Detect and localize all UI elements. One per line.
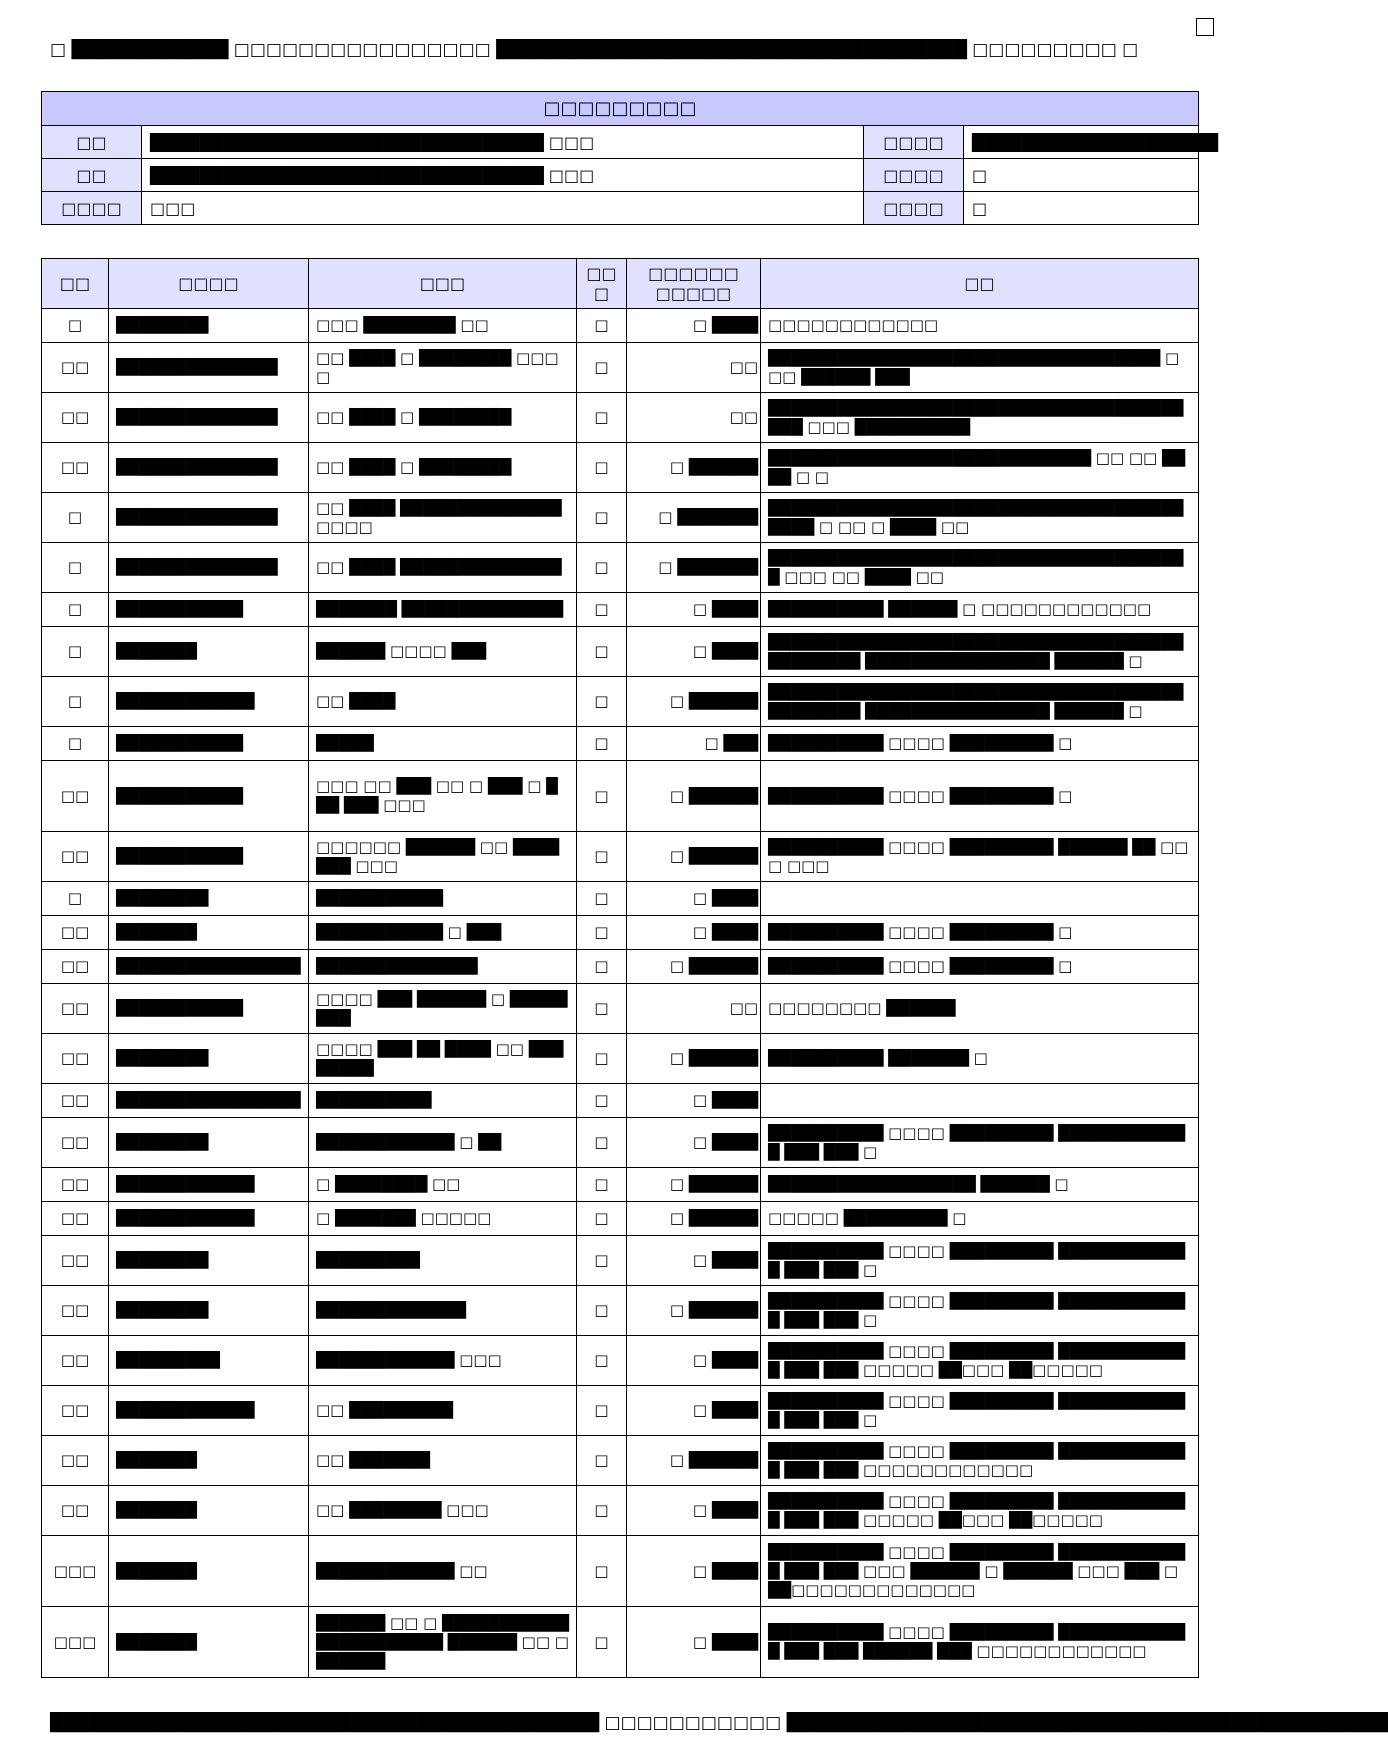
cell-desc: ██████████████████ ██████ □	[761, 1168, 1199, 1202]
cell-field: ████████████	[109, 1202, 309, 1236]
cell-no: □□	[42, 1486, 109, 1536]
cell-del: □	[577, 1386, 627, 1436]
cell-type: □□ ████	[309, 677, 577, 727]
table-row	[42, 343, 1199, 393]
table-row	[42, 727, 1199, 761]
cell-no: □	[42, 543, 109, 593]
cell-del: □	[577, 593, 627, 627]
cell-del: □	[577, 543, 627, 593]
cell-desc: ███████████████████████████████████████ □□□ ██████████	[761, 393, 1199, 443]
cell-field: ███████████	[109, 593, 309, 627]
cell-del: □	[577, 1607, 627, 1678]
cell-type: █████	[309, 727, 577, 761]
cell-no: □□	[42, 950, 109, 984]
table-row	[42, 1202, 1199, 1236]
column-header: □□	[42, 259, 109, 309]
table-row	[42, 984, 1199, 1034]
header-label: □□□□	[42, 192, 142, 225]
cell-no: □□	[42, 393, 109, 443]
cell-desc: ██████████ □□□□ █████████ ██████ ██ □□□ □□□	[761, 832, 1199, 882]
table-row	[42, 761, 1199, 832]
cell-field: ███████████	[109, 832, 309, 882]
page-heading: □ ████████████ □□□□□□□□□□□□□□□□ ████████████████████████████████████ □□□□□□□□□ □	[50, 40, 1139, 60]
header-value: □	[964, 159, 1199, 192]
cell-no: □□	[42, 443, 109, 493]
cell-no: □	[42, 493, 109, 543]
cell-desc: ██████████ □□□□ █████████ ████████████ ███ ███ □	[761, 1386, 1199, 1436]
cell-del: □	[577, 1336, 627, 1386]
cell-no: □□	[42, 916, 109, 950]
cell-len: □ ████	[627, 1386, 761, 1436]
cell-type: □□□ □□ ███ □□ □ ███ □ ███ ███ □□□	[309, 761, 577, 832]
cell-no: □□	[42, 343, 109, 393]
cell-field: ███████	[109, 1607, 309, 1678]
cell-len: □ ██████	[627, 950, 761, 984]
cell-type: □□ █████████	[309, 1386, 577, 1436]
cell-field: ██████████████	[109, 393, 309, 443]
cell-desc: ████████████████████████████████████████ □ □□ □ ████ □□	[761, 493, 1199, 543]
cell-no: □□	[42, 1236, 109, 1286]
cell-desc: ██████████ □□□□ █████████ ████████████ ███ ███ □□□ ██████ □ ██████ □□□ ███ □ ██□□□□□□□□□□□□□	[761, 1536, 1199, 1607]
cell-no: □	[42, 727, 109, 761]
cell-type: □□□□□□ ██████ □□ ███████ □□□	[309, 832, 577, 882]
table-row	[42, 1286, 1199, 1336]
cell-type: ██████████	[309, 1084, 577, 1118]
table-row	[42, 1236, 1199, 1286]
table-row	[42, 832, 1199, 882]
table-row	[42, 950, 1199, 984]
cell-desc: □□□□□□□□□□□□	[761, 309, 1199, 343]
cell-type: □□□□ ███ ██████ □ ████████	[309, 984, 577, 1034]
table-row	[42, 1084, 1199, 1118]
cell-no: □	[42, 627, 109, 677]
cell-type: ██████████████	[309, 950, 577, 984]
cell-field: ██████████████	[109, 443, 309, 493]
cell-field: ████████	[109, 882, 309, 916]
cell-type: □ ████████ □□	[309, 1168, 577, 1202]
cell-len: □ ████	[627, 309, 761, 343]
table-row	[42, 1168, 1199, 1202]
cell-len: □ ████	[627, 916, 761, 950]
cell-no: □□	[42, 1286, 109, 1336]
cell-del: □	[577, 761, 627, 832]
cell-len: □ ████	[627, 882, 761, 916]
cell-field: ██████████████	[109, 493, 309, 543]
cell-type: □□□ ████████ □□	[309, 309, 577, 343]
cell-del: □	[577, 1168, 627, 1202]
cell-desc: ██████████ □□□□ █████████ □	[761, 761, 1199, 832]
header-row	[42, 126, 1199, 159]
cell-desc: ██████████ □□□□ █████████ □	[761, 916, 1199, 950]
table-row	[42, 1118, 1199, 1168]
cell-len: □ ██████	[627, 832, 761, 882]
cell-type: □□ ███████	[309, 1436, 577, 1486]
cell-del: □	[577, 343, 627, 393]
cell-len: □ ██████	[627, 1286, 761, 1336]
cell-desc	[761, 1084, 1199, 1118]
cell-desc: ██████████ □□□□ █████████ ████████████ ███ ███ □	[761, 1118, 1199, 1168]
cell-len: □ ████	[627, 1236, 761, 1286]
cell-no: □□	[42, 1436, 109, 1486]
cell-type: □□□□ ███ ██ ████ □□ ████████	[309, 1034, 577, 1084]
cell-desc: □□□□□□□□ ██████	[761, 984, 1199, 1034]
cell-len: □ ████	[627, 1084, 761, 1118]
cell-desc	[761, 882, 1199, 916]
cell-type: □□ ████ □ ████████	[309, 443, 577, 493]
cell-field: ████████████████	[109, 1084, 309, 1118]
cell-len: □ ██████	[627, 677, 761, 727]
header-label: □□□□	[864, 159, 964, 192]
cell-type: □ ███████ □□□□□	[309, 1202, 577, 1236]
table-row	[42, 1034, 1199, 1084]
cell-desc: ██████████████████████████████████ □□□ ██████ ███	[761, 343, 1199, 393]
cell-no: □□□	[42, 1536, 109, 1607]
cell-del: □	[577, 1236, 627, 1286]
cell-field: ████████	[109, 1236, 309, 1286]
page-corner-mark	[1196, 18, 1214, 36]
cell-del: □	[577, 627, 627, 677]
cell-no: □	[42, 309, 109, 343]
cell-del: □	[577, 727, 627, 761]
header-value: ████████████████████	[964, 126, 1199, 159]
header-info-table	[41, 91, 1219, 225]
table-row	[42, 393, 1199, 443]
cell-del: □	[577, 882, 627, 916]
cell-desc: ██████████ ███████ □	[761, 1034, 1199, 1084]
cell-field: ████████	[109, 1034, 309, 1084]
cell-type: ████████████ □□□	[309, 1336, 577, 1386]
cell-no: □□	[42, 984, 109, 1034]
cell-type: ████████████ □ ██	[309, 1118, 577, 1168]
field-definition-table	[41, 258, 1199, 1678]
cell-del: □	[577, 984, 627, 1034]
cell-type: □□ ████ ██████████████ □□□□	[309, 493, 577, 543]
cell-desc: ████████████████████████████ □□ □□ ████ □ □	[761, 443, 1199, 493]
header-label: □□□□	[864, 126, 964, 159]
cell-type: ███████ ██████████████	[309, 593, 577, 627]
cell-field: ████████████	[109, 1386, 309, 1436]
table-row	[42, 1536, 1199, 1607]
header-row	[42, 192, 1199, 225]
cell-field: ███████	[109, 627, 309, 677]
cell-field: ████████████	[109, 1168, 309, 1202]
cell-desc: ██████████ ██████ □ □□□□□□□□□□□□	[761, 593, 1199, 627]
table-row	[42, 627, 1199, 677]
cell-del: □	[577, 916, 627, 950]
table-row	[42, 309, 1199, 343]
header-label: □□	[42, 159, 142, 192]
table-row	[42, 916, 1199, 950]
cell-desc: ██████████ □□□□ █████████ ████████████ ███ ███ □	[761, 1286, 1199, 1336]
cell-no: □□□	[42, 1607, 109, 1678]
cell-no: □□	[42, 1386, 109, 1436]
cell-len: □ ██████	[627, 443, 761, 493]
header-label: □□□□	[864, 192, 964, 225]
table-row	[42, 1386, 1199, 1436]
cell-len: □ ██████	[627, 761, 761, 832]
cell-type: □□ ████ □ ████████	[309, 393, 577, 443]
table-row	[42, 1436, 1199, 1486]
cell-del: □	[577, 443, 627, 493]
cell-len: □ ██████	[627, 1034, 761, 1084]
cell-del: □	[577, 950, 627, 984]
table-row	[42, 1486, 1199, 1536]
cell-field: ████████████████	[109, 950, 309, 984]
cell-no: □□	[42, 1168, 109, 1202]
cell-type: □□ ████ □ ████████ □□□□	[309, 343, 577, 393]
column-header: □□□□	[109, 259, 309, 309]
cell-type: ███████████ □ ███	[309, 916, 577, 950]
column-header: □□□□□□ □□□□□	[627, 259, 761, 309]
cell-no: □	[42, 677, 109, 727]
cell-type: ██████ □□ □ ██████████████████████ ██████ □□ □ ██████	[309, 1607, 577, 1678]
cell-field: █████████	[109, 1336, 309, 1386]
cell-type: ███████████	[309, 882, 577, 916]
cell-type: □□ ████ ██████████████	[309, 543, 577, 593]
cell-field: ███████	[109, 916, 309, 950]
header-value: ████████████████████████████████ □□□	[142, 126, 864, 159]
column-header: □□□	[309, 259, 577, 309]
cell-field: ██████████████	[109, 343, 309, 393]
cell-no: □□	[42, 1336, 109, 1386]
header-label: □□	[42, 126, 142, 159]
table-row	[42, 1336, 1199, 1386]
header-row	[42, 159, 1199, 192]
table-row	[42, 677, 1199, 727]
table-row	[42, 593, 1199, 627]
cell-type: █████████████	[309, 1286, 577, 1336]
column-header: □□ □	[577, 259, 627, 309]
cell-len: □ ███	[627, 727, 761, 761]
cell-del: □	[577, 493, 627, 543]
header-value: ████████████████████████████████ □□□	[142, 159, 864, 192]
table-row	[42, 543, 1199, 593]
cell-len: □ ████	[627, 627, 761, 677]
cell-len: □ ███████	[627, 543, 761, 593]
cell-len: □□	[627, 984, 761, 1034]
cell-type: □□ ████████ □□□	[309, 1486, 577, 1536]
table-row	[42, 493, 1199, 543]
cell-desc: ██████████ □□□□ █████████ ████████████ ███ ███ ██████ ███ □□□□□□□□□□□□	[761, 1607, 1199, 1678]
cell-len: □ ██████	[627, 1202, 761, 1236]
cell-desc: □□□□□ █████████ □	[761, 1202, 1199, 1236]
cell-len: □ ████	[627, 1336, 761, 1386]
page-footer: ██████████████████████████████████████████ □□□□□□□□□□□ ██████████████████████████████████████████████	[50, 1713, 1388, 1733]
cell-len: □ ████	[627, 593, 761, 627]
cell-len: □ ████	[627, 1118, 761, 1168]
cell-field: ████████	[109, 309, 309, 343]
cell-field: ███████	[109, 1486, 309, 1536]
cell-field: ████████	[109, 1286, 309, 1336]
cell-len: □□	[627, 343, 761, 393]
cell-field: ███████	[109, 1536, 309, 1607]
cell-del: □	[577, 1084, 627, 1118]
column-header: □□	[761, 259, 1199, 309]
cell-desc: ██████████ □□□□ █████████ ████████████ ███ ███ □	[761, 1236, 1199, 1286]
cell-no: □	[42, 593, 109, 627]
header-value: □□□	[142, 192, 864, 225]
header-banner: □□□□□□□□□	[42, 92, 1199, 126]
cell-desc: ██████████ □□□□ █████████ ████████████ ███ ███ □□□□□ ██□□□ ██□□□□□	[761, 1336, 1199, 1386]
cell-field: ████████	[109, 1118, 309, 1168]
cell-len: □ ██████	[627, 1436, 761, 1486]
cell-len: □ ████	[627, 1486, 761, 1536]
cell-len: □ ████	[627, 1607, 761, 1678]
cell-del: □	[577, 1536, 627, 1607]
cell-field: ███████████	[109, 984, 309, 1034]
cell-field: ███████████	[109, 727, 309, 761]
cell-desc: ██████████ □□□□ █████████ ████████████ ███ ███ □□□□□ ██□□□ ██□□□□□	[761, 1486, 1199, 1536]
cell-len: □ ███████	[627, 493, 761, 543]
table-row	[42, 882, 1199, 916]
cell-len: □□	[627, 393, 761, 443]
cell-desc: ██████████ □□□□ █████████ □	[761, 950, 1199, 984]
cell-len: □ ██████	[627, 1168, 761, 1202]
cell-del: □	[577, 832, 627, 882]
cell-no: □□	[42, 761, 109, 832]
cell-desc: ████████████████████████████████████████████ ████████████████ ██████ □	[761, 677, 1199, 727]
cell-del: □	[577, 1486, 627, 1536]
cell-field: ██████████████	[109, 543, 309, 593]
cell-del: □	[577, 1034, 627, 1084]
cell-del: □	[577, 309, 627, 343]
cell-desc: █████████████████████████████████████ □□□ □□ ████ □□	[761, 543, 1199, 593]
cell-del: □	[577, 677, 627, 727]
header-value: □	[964, 192, 1199, 225]
cell-no: □□	[42, 832, 109, 882]
cell-del: □	[577, 1436, 627, 1486]
cell-desc: ████████████████████████████████████████████ ████████████████ ██████ □	[761, 627, 1199, 677]
cell-del: □	[577, 1286, 627, 1336]
cell-len: □ ████	[627, 1536, 761, 1607]
cell-desc: ██████████ □□□□ █████████ □	[761, 727, 1199, 761]
cell-no: □	[42, 882, 109, 916]
cell-no: □□	[42, 1118, 109, 1168]
cell-field: ████████████	[109, 677, 309, 727]
table-row	[42, 1607, 1199, 1678]
cell-type: █████████	[309, 1236, 577, 1286]
cell-del: □	[577, 1118, 627, 1168]
cell-del: □	[577, 1202, 627, 1236]
cell-del: □	[577, 393, 627, 443]
cell-desc: ██████████ □□□□ █████████ ████████████ ███ ███ □□□□□□□□□□□□	[761, 1436, 1199, 1486]
cell-no: □□	[42, 1202, 109, 1236]
cell-no: □□	[42, 1034, 109, 1084]
cell-type: ██████ □□□□ ███	[309, 627, 577, 677]
cell-no: □□	[42, 1084, 109, 1118]
cell-field: ███████████	[109, 761, 309, 832]
table-row	[42, 443, 1199, 493]
cell-type: ████████████ □□	[309, 1536, 577, 1607]
cell-field: ███████	[109, 1436, 309, 1486]
